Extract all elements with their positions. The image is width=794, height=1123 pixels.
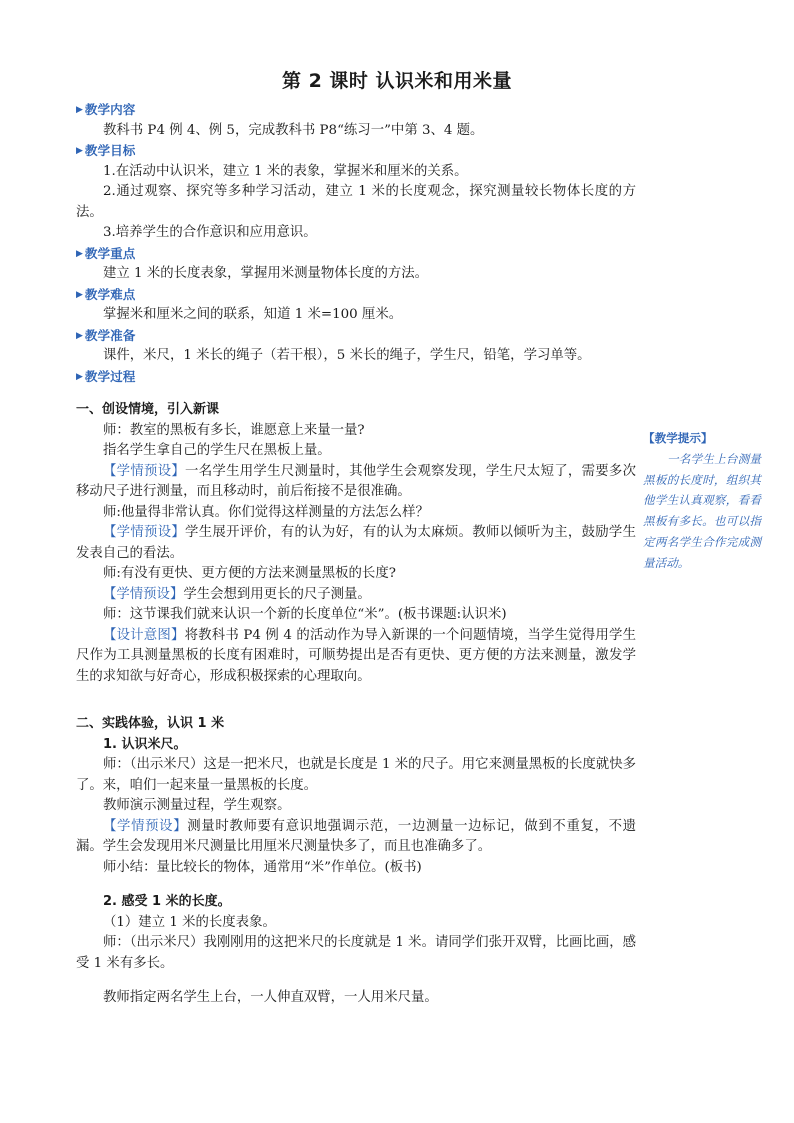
goal-item: 1.在活动中认识米，建立 1 米的表象，掌握米和厘米的关系。 — [103, 163, 468, 179]
page-title: 第 2 课时 认识米和用米量 — [281, 70, 513, 92]
tip-title: 【教学提示】 — [643, 431, 713, 445]
tag-label: 【学情预设】 — [103, 525, 186, 540]
difficulty-text: 掌握米和厘米之间的联系，知道 1 米=100 厘米。 — [103, 307, 403, 322]
paragraph: 【学情预设】一名学生用学生尺测量时，其他学生会观察发现，学生尺太短了，需要多次移动尺子进行测量，而且移动时，前后衔接不是很准确。 — [76, 463, 637, 499]
tip-body: 一名学生上台测量黑板的长度时，组织其他学生认真观察，看看黑板有多长。也可以指定两名学生合作完成测量活动。 — [643, 451, 761, 570]
paragraph: 师：教室的黑板有多长，谁愿意上来量一量? — [103, 422, 365, 438]
key-text: 建立 1 米的长度表象，掌握用米测量物体长度的方法。 — [103, 266, 429, 281]
subheading: 2. 感受 1 米的长度。 — [103, 894, 231, 909]
paragraph: 师:他量得非常认真。你们觉得这样测量的方法怎么样？ — [103, 504, 429, 520]
paragraph: 教师指定两名学生上台，一人伸直双臂，一人用米尺量。 — [103, 990, 438, 1005]
section-heading-content: ▶ 教学内容 — [76, 100, 636, 121]
spacer — [76, 878, 636, 892]
paragraph: 师：这节课我们就来认识一个新的长度单位“米”。(板书课题:认识米) — [103, 607, 507, 622]
paragraph: 【学情预设】测量时教师要有意识地强调示范，一边测量一边标记，做到不重复，不遗漏。学生会发现用米尺测量比用厘米尺测量快多了，而且也准确多了。 — [76, 818, 637, 854]
part2-heading: 二、实践体验，认识 1 米 — [76, 716, 225, 731]
content-text: 教科书 P4 例 4、例 5，完成教科书 P8“练习一”中第 3、4 题。 — [103, 122, 484, 138]
triangle-icon: ▶ — [76, 105, 83, 115]
spacer — [76, 974, 636, 988]
paragraph: 【设计意图】将教科书 P4 例 4 的活动作为导入新课的一个问题情境，当学生觉得用学生尺作为工具测量黑板的长度有困难时，可顺势提出是否有更快、更方便的方法来测量，激发学生的求知欲与好奇心，形成积极探索的心理取向。 — [76, 627, 637, 684]
paragraph: 师小结：量比较长的物体，通常用“米”作单位。(板书) — [103, 859, 422, 875]
subheading: 1. 认识米尺。 — [103, 736, 187, 752]
paragraph: 师:有没有更快、更方便的方法来测量黑板的长度? — [103, 566, 396, 581]
triangle-icon: ▶ — [76, 289, 83, 300]
tag-label: 【设计意图】 — [103, 627, 185, 643]
paragraph: 师：（出示米尺）我刚刚用的这把米尺的长度就是 1 米。请同学们张开双臂，比画比画，感受 1 米有多长。 — [76, 935, 636, 971]
teaching-tip — [643, 428, 761, 574]
triangle-icon: ▶ — [76, 248, 83, 259]
triangle-icon: ▶ — [76, 371, 83, 382]
section-heading-difficulty: ▶ 教学难点 — [76, 285, 636, 306]
paragraph: 【学情预设】学生展开评价，有的认为好，有的认为太麻烦。教师以倾听为主，鼓励学生发表自己的看法。 — [76, 525, 637, 561]
section-heading-process: ▶ 教学过程 — [76, 367, 636, 388]
section-heading-goals: ▶ 教学目标 — [76, 141, 636, 162]
part1-heading: 一、创设情境，引入新课 — [76, 402, 220, 417]
paragraph: 【学情预设】学生会想到用更长的尺子测量。 — [103, 586, 371, 602]
goal-item: 2.通过观察、探究等多种学习活动，建立 1 米的长度观念，探究测量较长物体长度的方法。 — [76, 184, 636, 220]
paragraph: 指名学生拿自己的学生尺在黑板上量。 — [103, 443, 331, 458]
tag-label: 【学情预设】 — [103, 818, 188, 834]
tag-label: 【学情预设】 — [103, 463, 186, 479]
section-heading-key: ▶ 教学重点 — [76, 244, 636, 265]
main-content — [76, 100, 636, 1009]
triangle-icon: ▶ — [76, 146, 83, 156]
prep-text: 课件，米尺，1 米长的绳子（若干根），5 米长的绳子，学生尺，铅笔，学习单等。 — [103, 348, 591, 363]
paragraph: （1）建立 1 米的长度表象。 — [103, 914, 276, 930]
goal-item: 3.培养学生的合作意识和应用意识。 — [103, 225, 317, 240]
spacer — [76, 687, 636, 701]
tag-label: 【学情预设】 — [103, 586, 184, 602]
section-heading-prep: ▶ 教学准备 — [76, 326, 636, 347]
paragraph: 教师演示测量过程，学生观察。 — [103, 798, 291, 813]
paragraph: 师：（出示米尺）这是一把米尺，也就是长度是 1 米的尺子。用它来测量黑板的长度就快多了。来，咱们一起来量一量黑板的长度。 — [76, 757, 636, 793]
triangle-icon: ▶ — [76, 330, 83, 341]
